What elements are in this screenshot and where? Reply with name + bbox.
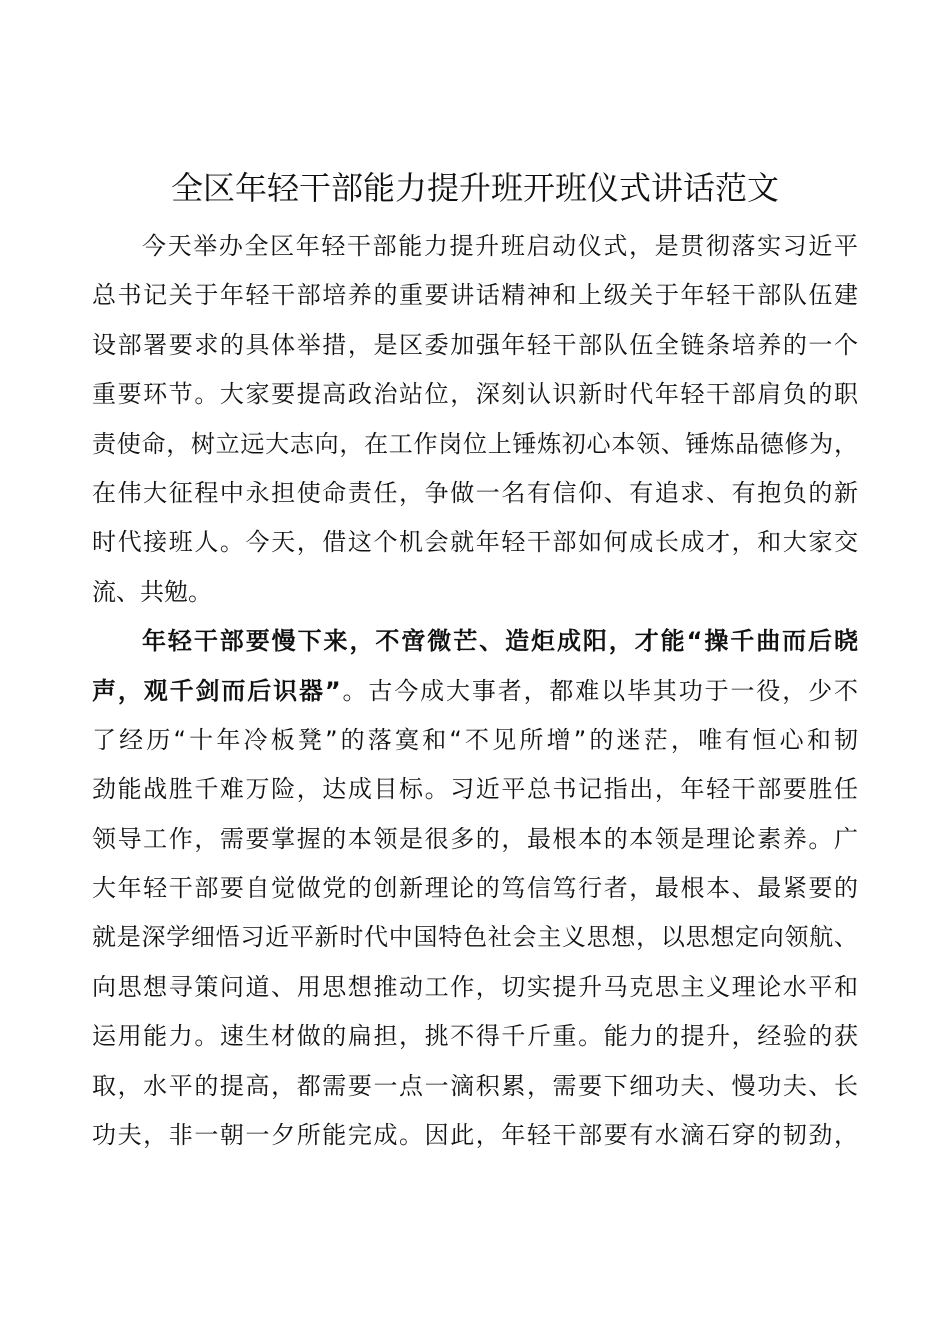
text-line: 劲能战胜千难万险，达成目标。习近平总书记指出，年轻干部要胜任 — [92, 775, 858, 804]
text-line: 领导工作，需要掌握的本领是很多的，最根本的本领是理论素养。广 — [92, 824, 858, 853]
text-line: 向思想寻策问道、用思想推动工作，切实提升马克思主义理论水平和 — [92, 972, 858, 1001]
text-line: 总书记关于年轻干部培养的重要讲话精神和上级关于年轻干部队伍建 — [92, 281, 858, 310]
paragraph-2 — [92, 617, 858, 1160]
text-line: 责使命，树立远大志向，在工作岗位上锤炼初心本领、锤炼品德修为， — [92, 429, 858, 458]
text-line: 今天举办全区年轻干部能力提升班启动仪式，是贯彻落实习近平 — [142, 232, 858, 260]
text-line: 大年轻干部要自觉做党的创新理论的笃信笃行者，最根本、最紧要的 — [92, 874, 858, 903]
bold-lead-text: 声，观千剑而后识器” — [92, 676, 341, 705]
paragraph-1 — [92, 222, 858, 617]
text-line: 设部署要求的具体举措，是区委加强年轻干部队伍全链条培养的一个 — [92, 330, 858, 359]
text-line-mixed — [92, 667, 858, 716]
text-line: 取，水平的提高，都需要一点一滴积累，需要下细功夫、慢功夫、长 — [92, 1071, 858, 1100]
text-line: 了经历“十年冷板凳”的落寞和“不见所增”的迷茫，唯有恒心和韧 — [92, 725, 858, 754]
document-title: 全区年轻干部能力提升班开班仪式讲话范文 — [170, 169, 779, 207]
text-line: 功夫，非一朝一夕所能完成。因此，年轻干部要有水滴石穿的韧劲， — [92, 1121, 858, 1150]
text-line: 重要环节。大家要提高政治站位，深刻认识新时代年轻干部肩负的职 — [92, 380, 858, 409]
text-line: 时代接班人。今天，借这个机会就年轻干部如何成长成才，和大家交 — [92, 528, 858, 557]
text-line-bold: 年轻干部要慢下来，不啻微芒、造炬成阳，才能“操千曲而后晓 — [142, 627, 858, 656]
text-line: 在伟大征程中永担使命责任，争做一名有信仰、有追求、有抱负的新 — [92, 478, 858, 507]
regular-text: 。古今成大事者，都难以毕其功于一役，少不 — [340, 676, 859, 705]
text-line: 就是深学细悟习近平新时代中国特色社会主义思想，以思想定向领航、 — [92, 923, 858, 952]
text-line: 运用能力。速生材做的扁担，挑不得千斤重。能力的提升，经验的获 — [92, 1022, 858, 1051]
text-line: 流、共勉。 — [92, 577, 212, 606]
document-body — [92, 222, 858, 1160]
